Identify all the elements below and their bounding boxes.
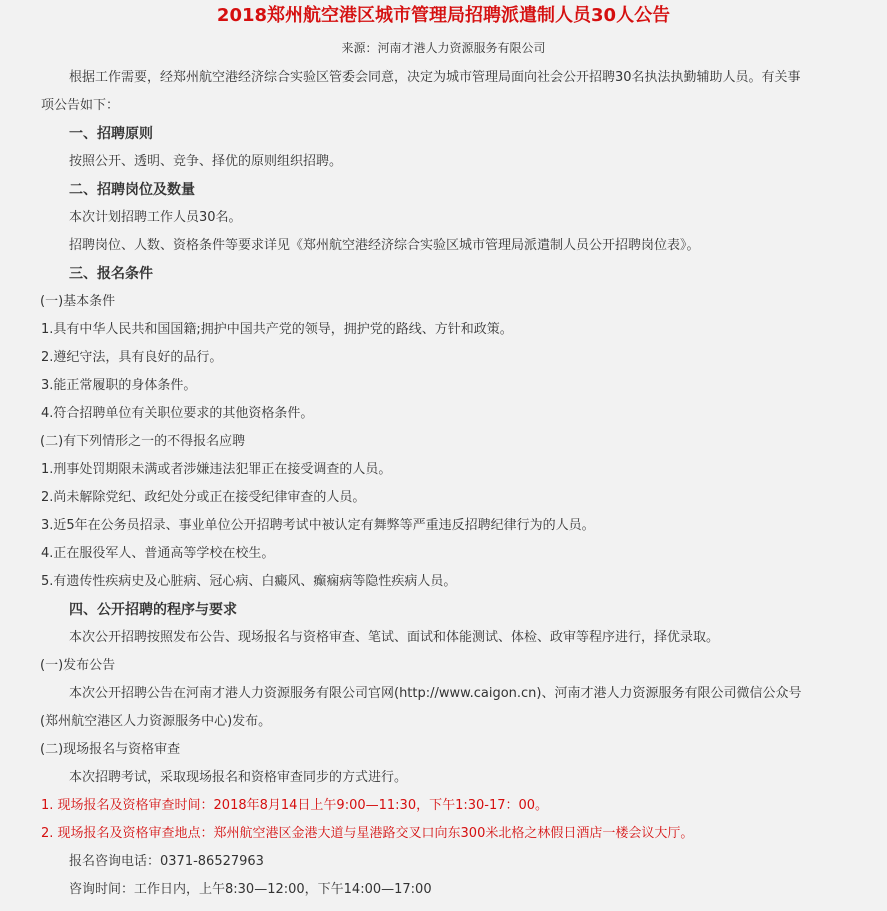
contact-hours: 咨询时间：工作日内，上午8:30—12:00，下午14:00—17:00 (69, 882, 432, 897)
section-2-heading: 二、招聘岗位及数量 (69, 182, 195, 198)
list-item: 5.有遗传性疾病史及心脏病、冠心病、白癜风、癫痫病等隐性疾病人员。 (41, 574, 457, 589)
section-3-heading: 三、报名条件 (69, 266, 153, 282)
section-1-text: 按照公开、透明、竞争、择优的原则组织招聘。 (69, 154, 343, 169)
article-title: 2018郑州航空港区城市管理局招聘派遣制人员30人公告 (216, 5, 671, 26)
section-2-text-1: 本次计划招聘工作人员30名。 (69, 210, 242, 225)
section-4-text: 本次公开招聘按照发布公告、现场报名与资格审查、笔试、面试和体能测试、体检、政审等程序进行，择优录取。 (69, 630, 720, 645)
list-item: 2.尚未解除党纪、政纪处分或正在接受纪律审查的人员。 (41, 490, 366, 505)
article-source: 来源：河南才港人力资源服务有限公司 (341, 41, 546, 55)
list-item: 4.符合招聘单位有关职位要求的其他资格条件。 (41, 406, 314, 421)
list-item: 4.正在服役军人、普通高等学校在校生。 (41, 546, 275, 561)
intro-paragraph-line-1: 根据工作需要，经郑州航空港经济综合实验区管委会同意，决定为城市管理局面向社会公开招聘30名执法执勤辅助人员。有关事 (69, 70, 801, 85)
section-3-subheading-2: (二)有下列情形之一的不得报名应聘 (40, 434, 246, 449)
registration-time: 1. 现场报名及资格审查时间：2018年8月14日上午9:00—11:30，下午1:30-17：00。 (41, 798, 549, 813)
section-4-subheading-1: (一)发布公告 (40, 658, 116, 673)
section-4-subheading-2: (二)现场报名与资格审查 (40, 742, 181, 757)
list-item: 3.能正常履职的身体条件。 (41, 378, 197, 393)
list-item: 3.近5年在公务员招录、事业单位公开招聘考试中被认定有舞弊等严重违反招聘纪律行为的人员。 (41, 518, 595, 533)
section-4-heading: 四、公开招聘的程序与要求 (69, 602, 237, 618)
section-3-subheading-1: (一)基本条件 (40, 294, 116, 309)
section-2-text-2: 招聘岗位、人数、资格条件等要求详见《郑州航空港经济综合实验区城市管理局派遣制人员公开招聘岗位表》。 (69, 238, 700, 253)
section-4-sub2-text: 本次招聘考试，采取现场报名和资格审查同步的方式进行。 (69, 770, 408, 785)
list-item: 1.具有中华人民共和国国籍;拥护中国共产党的领导，拥护党的路线、方针和政策。 (41, 322, 513, 337)
registration-location: 2. 现场报名及资格审查地点：郑州航空港区金港大道与星港路交叉口向东300米北格之林假日酒店一楼会议大厅。 (41, 826, 694, 841)
section-4-sub1-text-line-2: (郑州航空港区人力资源服务中心)发布。 (40, 714, 272, 729)
contact-phone: 报名咨询电话：0371-86527963 (69, 854, 264, 869)
section-4-sub1-text-line-1: 本次公开招聘公告在河南才港人力资源服务有限公司官网(http://www.caigon.cn)、河南才港人力资源服务有限公司微信公众号 (69, 686, 802, 701)
intro-paragraph-line-2: 项公告如下： (41, 98, 120, 113)
list-item: 2.遵纪守法，具有良好的品行。 (41, 350, 223, 365)
list-item: 1.刑事处罚期限未满或者涉嫌违法犯罪正在接受调查的人员。 (41, 462, 392, 477)
section-1-heading: 一、招聘原则 (69, 126, 153, 142)
article-body (41, 64, 867, 904)
